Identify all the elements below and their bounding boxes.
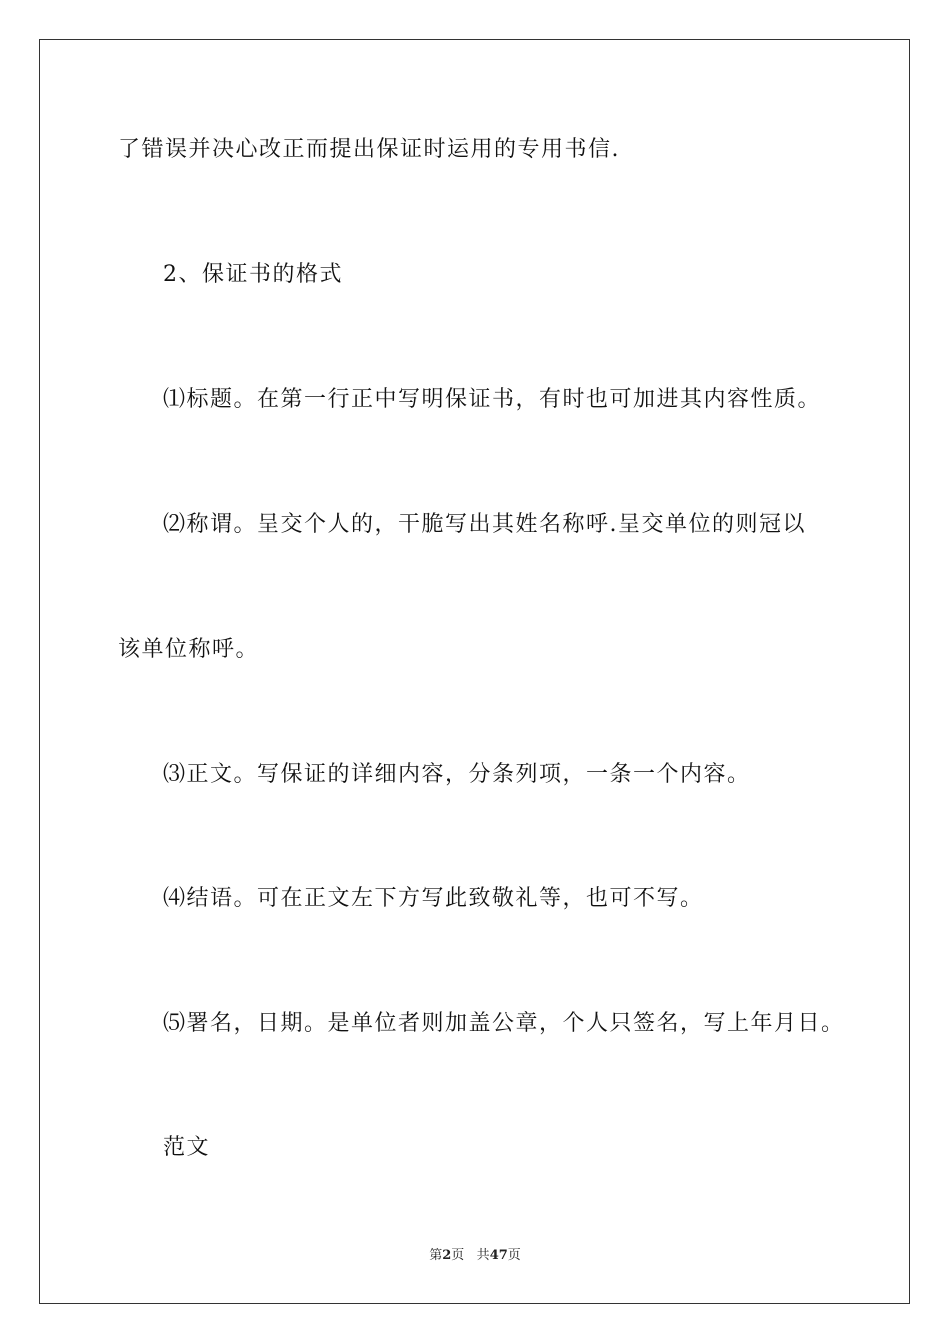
paragraph-item-closing: ⑷结语。可在正文左下方写此致敬礼等，也可不写。 <box>163 886 704 911</box>
paragraph-item-body: ⑶正文。写保证的详细内容，分条列项，一条一个内容。 <box>163 762 751 787</box>
paragraph-intro-continuation: 了错误并决心改正而提出保证时运用的专用书信. <box>118 137 620 162</box>
footer-page-suffix: 页 <box>451 1248 465 1263</box>
footer-page-prefix: 第 <box>429 1248 443 1263</box>
section-heading-format: 2、保证书的格式 <box>163 262 343 287</box>
page-frame <box>39 39 910 1304</box>
paragraph-item-title: ⑴标题。在第一行正中写明保证书，有时也可加进其内容性质。 <box>163 387 822 412</box>
footer-page-number: 2 <box>442 1248 452 1263</box>
paragraph-item-signature: ⑸署名，日期。是单位者则加盖公章，个人只签名，写上年月日。 <box>163 1011 845 1036</box>
sample-heading: 范文 <box>163 1135 211 1160</box>
footer-total-suffix: 页 <box>507 1248 521 1263</box>
paragraph-item-salutation: ⑵称谓。呈交个人的，干脆写出其姓名称呼.呈交单位的则冠以 <box>163 512 806 537</box>
page-footer <box>0 1247 950 1265</box>
paragraph-item-salutation-continuation: 该单位称呼。 <box>118 637 260 662</box>
footer-total-pages: 47 <box>489 1248 508 1263</box>
footer-total-prefix: 共 <box>476 1248 490 1263</box>
